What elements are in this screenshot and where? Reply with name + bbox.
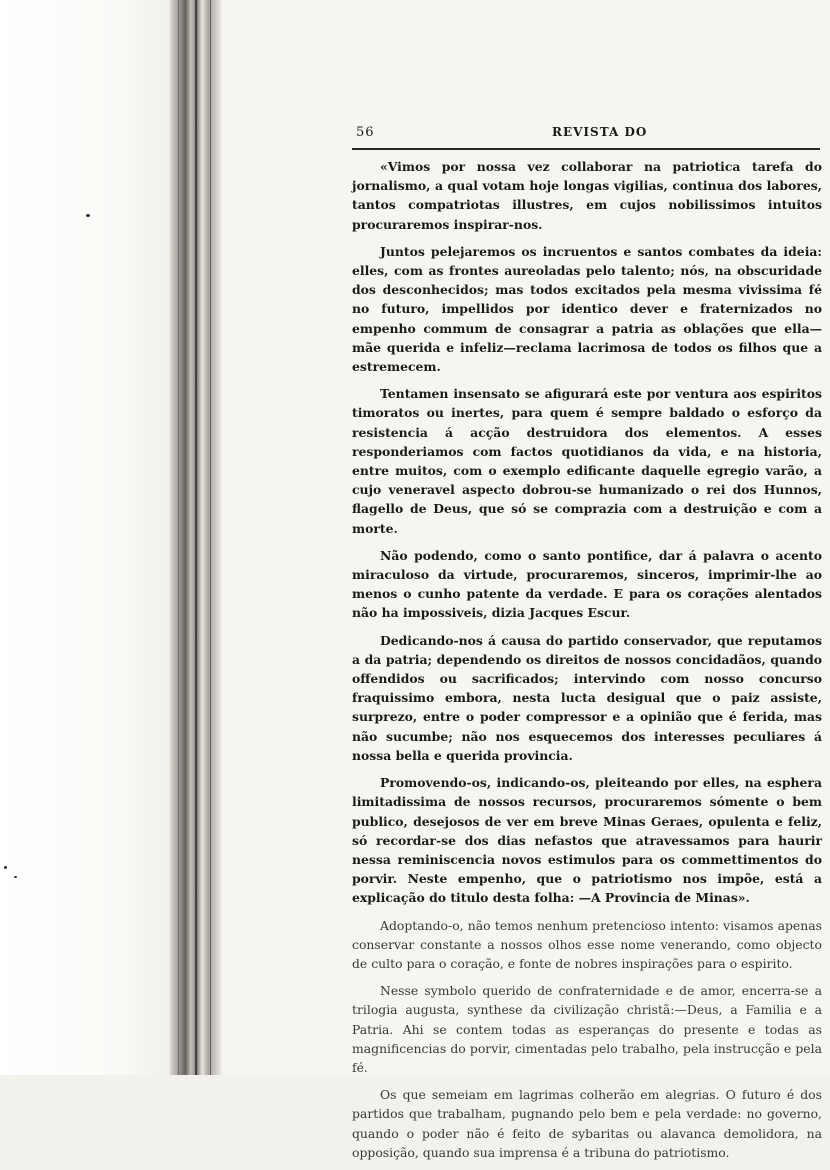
running-head: REVISTA DO — [552, 125, 648, 139]
book-binding — [170, 0, 222, 1075]
header-rule — [352, 148, 820, 150]
binding-crease — [178, 0, 179, 1075]
paragraph: «Vimos por nossa vez collaborar na patriotica tarefa do jornalismo, a qual votam hoje longas vigilias, continua dos labores, tantos compatriotas illustres, em cujos nobilissimos intuitos procuraremos inspirar-nos. — [352, 159, 822, 232]
paragraph: Adoptando-o, não temos nenhum pretencioso intento: visamos apenas conservar constante a nossos olhos esse nome venerando, como objecto de culto para o coração, e fonte de nobres inspirações para o espirito. — [352, 917, 822, 971]
paper-speck — [14, 876, 17, 878]
paragraph: Não podendo, como o santo pontifice, dar á palavra o acento miraculoso da virtude, procuraremos, sinceros, imprimir-lhe ao menos o cunho patente da verdade. E para os corações alentados não ha impossiveis, dizia Jacques Escur. — [352, 547, 822, 621]
paper-speck — [86, 214, 90, 217]
paragraph: Dedicando-nos á causa do partido conservador, que reputamos a da patria; dependendo os direitos de nossos concidadãos, quando offendidos ou sacrificados; intervindo com nosso concurso fraquissimo embora, nesta lucta desigual que o paiz assiste, surprezo, entre o poder compressor e a opinião que é ferida, mas não sucumbe; não nos esquecemos dos interesses peculiares á nossa bella e querida provincia. — [352, 632, 822, 763]
paragraph: Tentamen insensato se afigurará este por ventura aos espiritos timoratos ou inertes, para quem é sempre baldado o esforço da resistencia á acção destruidora dos elementos. A esses responderiamos com factos quotidianos da vida, e na historia, entre muitos, com o exemplo edificante daquelle egregio varão, a cujo veneravel aspecto dobrou-se humanizado o rei dos Hunnos, flagello de Deus, que só se comprazia com a destruição e com a morte. — [352, 386, 822, 536]
page-header — [352, 125, 820, 147]
paper-speck — [4, 866, 7, 869]
paragraph: Promovendo-os, indicando-os, pleiteando por elles, na esphera limitadissima de nossos recursos, procuraremos sómente o bem publico, desejosos de ver em breve Minas Geraes, opulenta e feliz, só recordar-se dos dias nefastos que atravessamos para haurir nessa reminiscencia novos estimulos para os commettimentos do porvir. Neste empenho, que o patriotismo nos impõe, está a explicação do titulo desta folha: —A Provincia de Minas». — [352, 775, 822, 906]
binding-crease — [195, 0, 197, 1075]
paragraph: Juntos pelejaremos os incruentos e santos combates da ideia: elles, com as frontes aureoladas pelo talento; nós, na obscuridade dos desconhecidos; mas todos excitados pela mesma vivissima fé no futuro, impellidos por identico dever e fraternizados no empenho commum de consagrar a patria as oblações que ella—mãe querida e infeliz—reclama lacrimosa de todos os filhos que a estremecem. — [352, 243, 822, 375]
paragraph: Nesse symbolo querido de confraternidade e de amor, encerra-se a trilogia augusta, synthese da civilização christã:—Deus, a Familia e a Patria. Ahi se contem todas as esperanças do presente e todas as magnificencias do porvir, cimentadas pelo trabalho, pela instrucção e pela fé. — [352, 983, 822, 1075]
binding-crease — [210, 0, 211, 1075]
page-number: 56 — [356, 125, 375, 140]
body-text — [352, 157, 822, 1170]
left-margin — [0, 0, 170, 1075]
paragraph: Os que semeiam em lagrimas colherão em alegrias. O futuro é dos partidos que trabalham, pugnando pelo bem e pela verdade: no governo, quando o poder não é feito de sybaritas ou alavanca demolidora, na opposição, quando sua imprensa é a tribuna do patriotismo. — [352, 1087, 822, 1160]
